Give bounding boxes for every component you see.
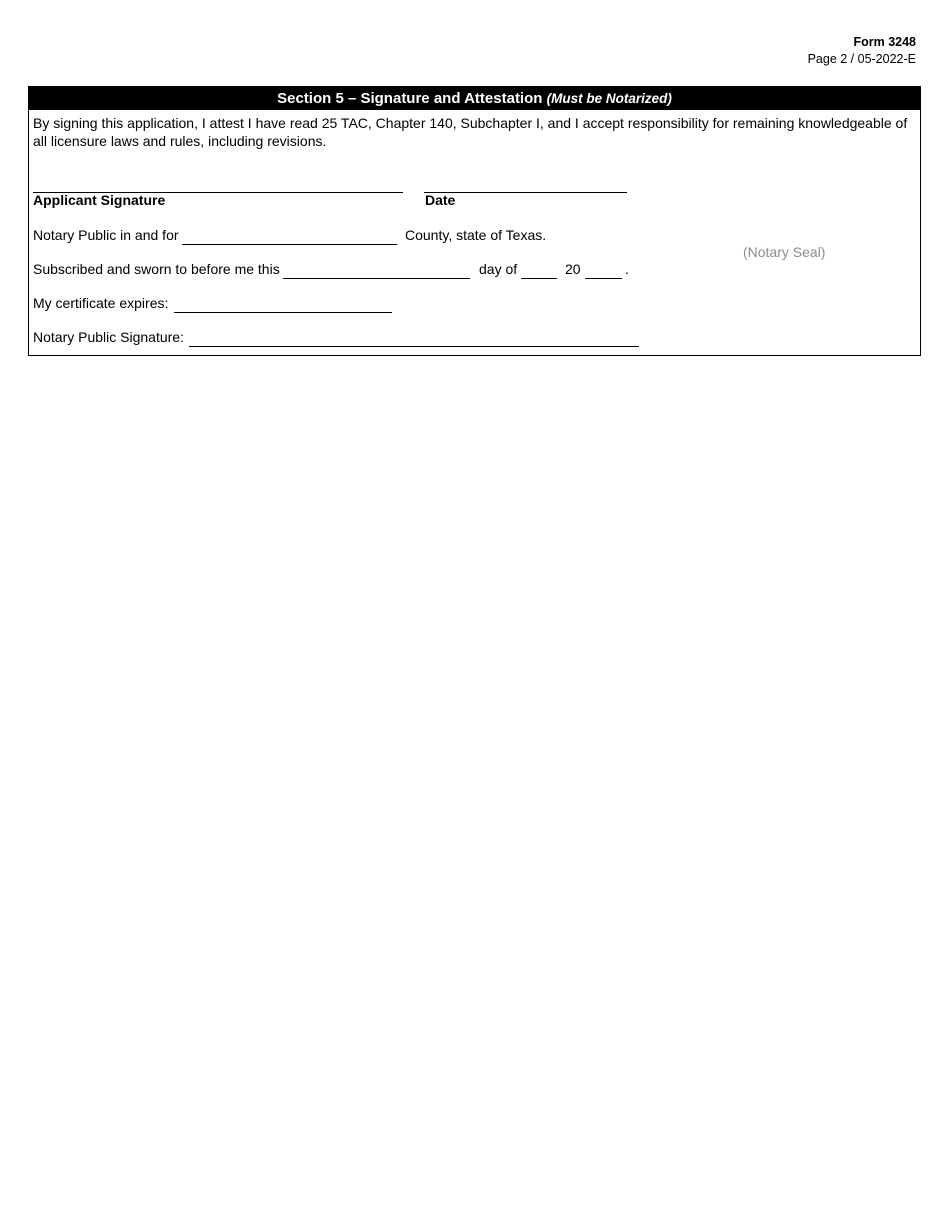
section-title-bar: [29, 87, 920, 110]
applicant-signature-label: Applicant Signature: [33, 192, 166, 208]
cert-expires-field[interactable]: [174, 312, 392, 313]
attestation-text: By signing this application, I attest I have read 25 TAC, Chapter 140, Subchapter I, and I accept responsibility for remaining knowledgeable of all licensure laws and rules, including revisions.: [33, 115, 908, 149]
county-field[interactable]: [182, 244, 397, 245]
page-info: Page 2 / 05-2022-E: [807, 52, 916, 66]
notary-for-label: Notary Public in and for: [33, 227, 179, 243]
day-of-label: day of: [479, 261, 518, 277]
section-5-box: [28, 86, 921, 356]
notary-signature-label: Notary Public Signature:: [33, 329, 184, 345]
notary-seal-placeholder: (Notary Seal): [743, 244, 826, 260]
form-number: Form 3248: [853, 35, 916, 49]
month-field[interactable]: [521, 278, 557, 279]
notary-signature-field[interactable]: [189, 346, 639, 347]
section-subtitle: (Must be Notarized): [546, 91, 672, 106]
county-suffix: County, state of Texas.: [405, 227, 547, 243]
year-field[interactable]: [585, 278, 622, 279]
sworn-period: .: [625, 261, 629, 277]
sworn-day-field[interactable]: [283, 278, 470, 279]
cert-expires-label: My certificate expires:: [33, 295, 169, 311]
form-header: [808, 34, 916, 68]
sworn-label: Subscribed and sworn to before me this: [33, 261, 280, 277]
year-prefix: 20: [565, 261, 581, 277]
section-title: Section 5 – Signature and Attestation: [277, 90, 543, 107]
date-label: Date: [425, 192, 456, 208]
